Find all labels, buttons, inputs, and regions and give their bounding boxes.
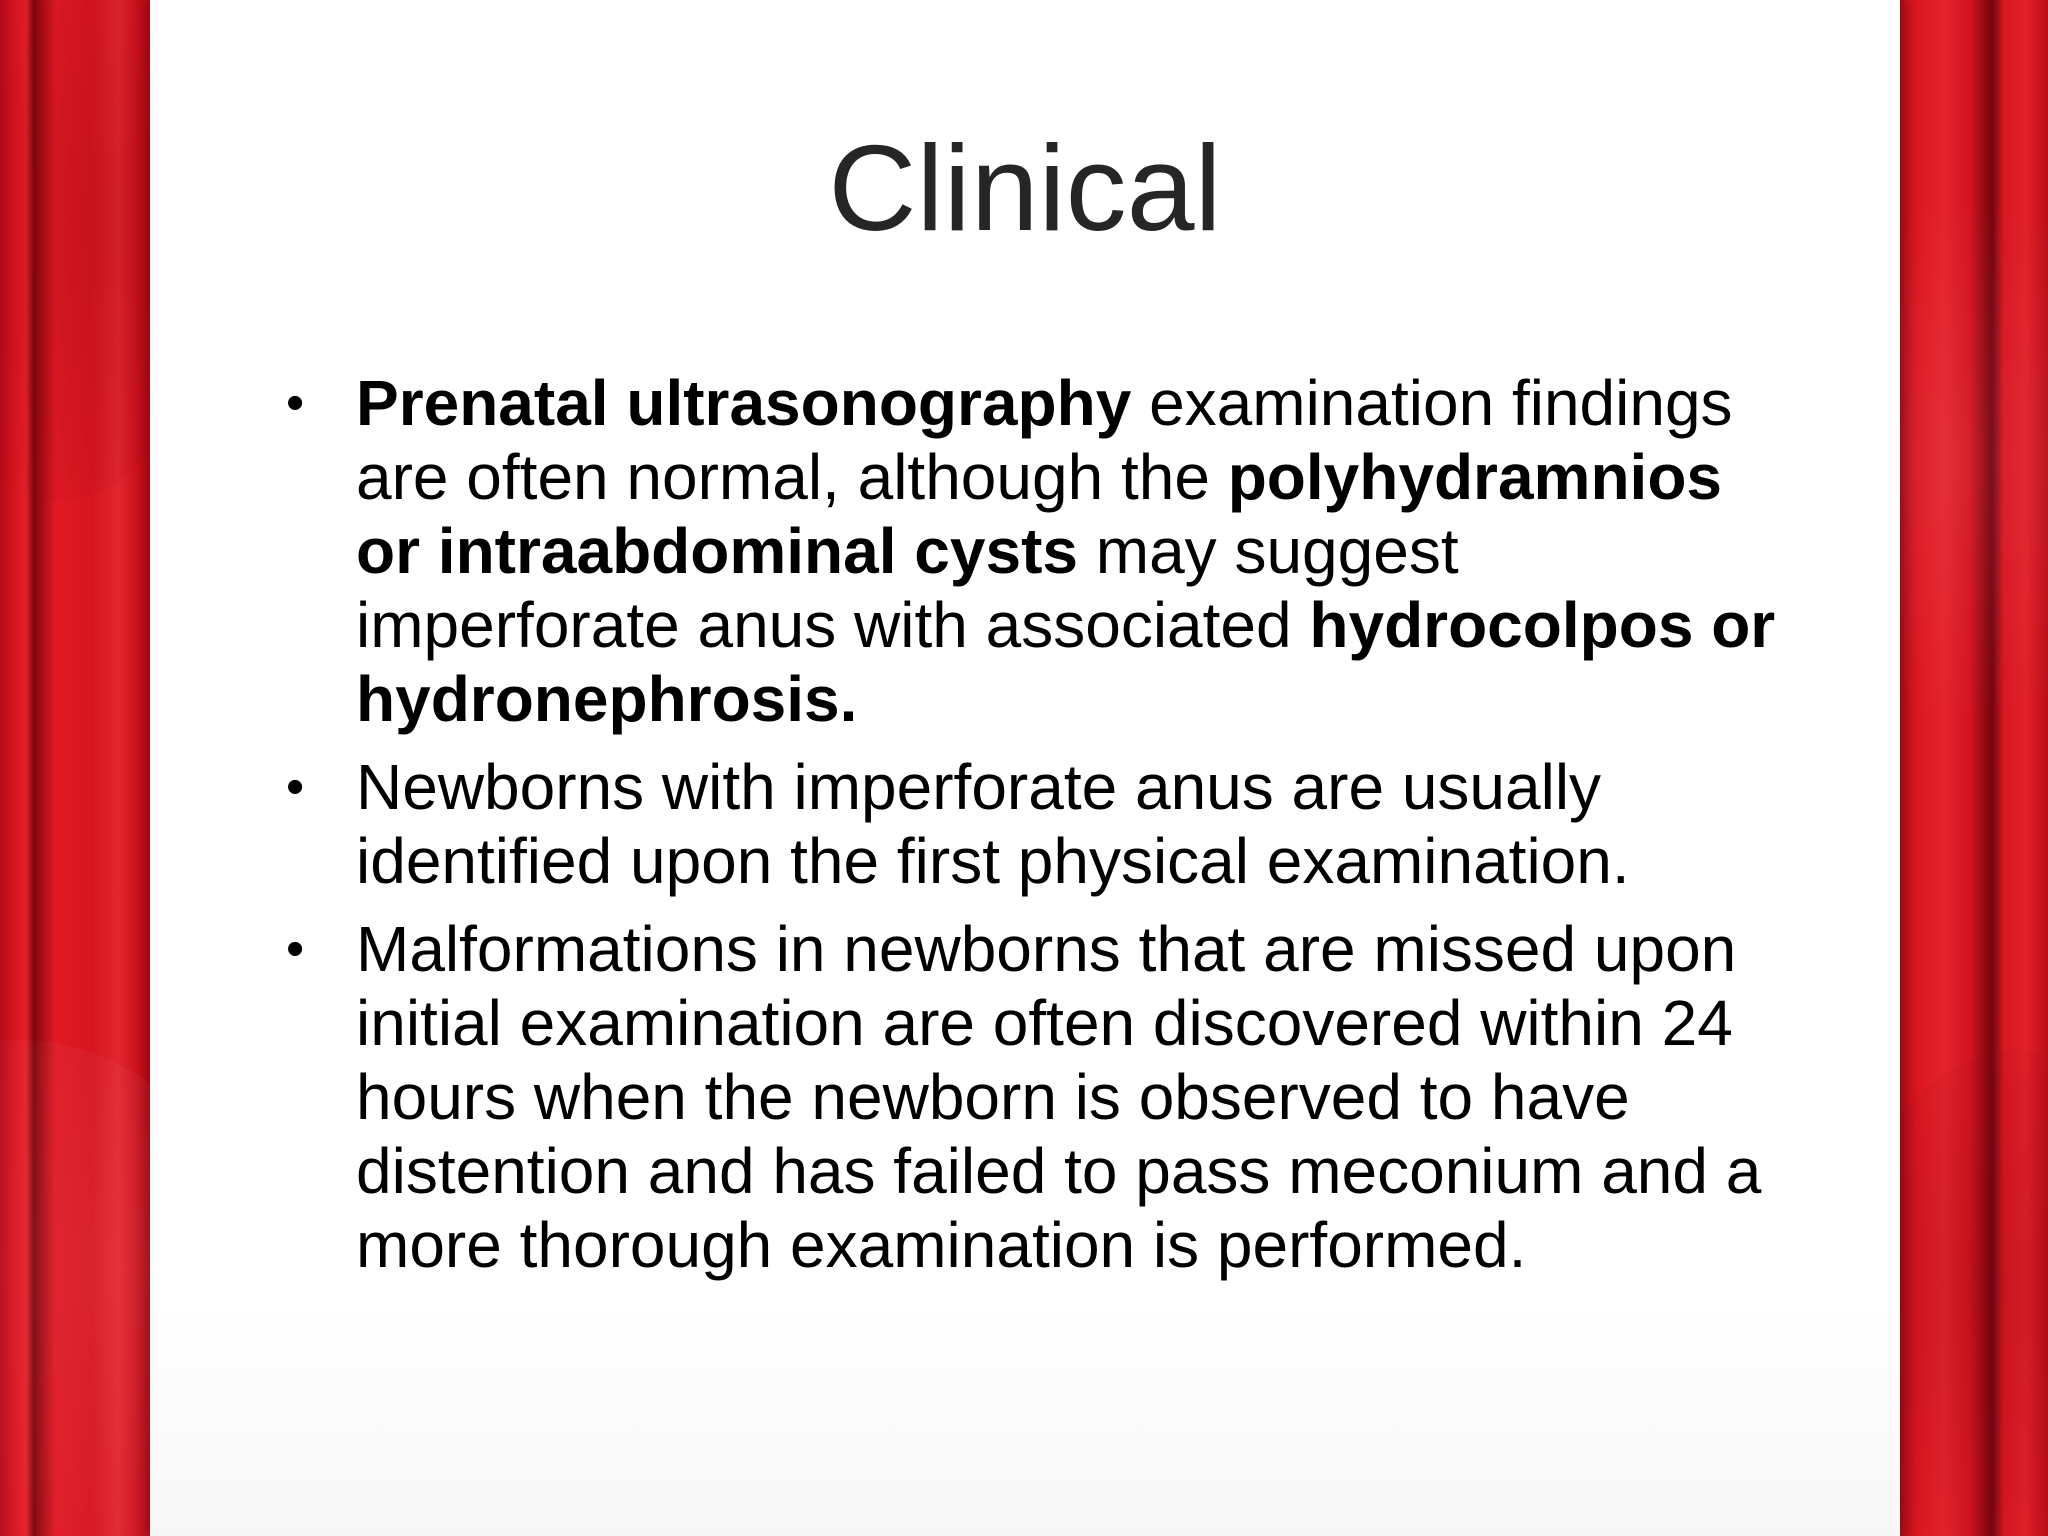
bullet-list (286, 366, 1786, 1296)
bullet-text (356, 366, 1786, 736)
bullet-text (356, 750, 1786, 898)
bullet-item (286, 912, 1786, 1282)
body-text: Malformations in newborns that are missed upon initial examination are often discovered within 24 hours when the newborn is observed to have distention and has failed to pass meconium and a more thorough examination is performed. (356, 913, 1762, 1281)
bullet-item (286, 750, 1786, 898)
bold-term: Prenatal ultrasonography (356, 367, 1132, 439)
body-text: Newborns with imperforate anus are usually identified upon the first physical examination. (356, 751, 1630, 897)
right-border-shadow (1900, 1050, 2048, 1536)
left-border-highlight (0, 1040, 150, 1536)
content-panel (150, 0, 1900, 1536)
bullet-marker: • (286, 374, 305, 432)
body-text: may suggest imperforate anus with associated (356, 515, 1459, 661)
body-text: examination findings are often normal, although the (356, 367, 1733, 513)
bold-term: hydrocolpos or hydronephrosis. (356, 589, 1776, 735)
right-border-highlight (1900, 150, 2048, 770)
left-border-shadow (0, 0, 150, 500)
right-red-border (1900, 0, 2048, 1536)
bullet-marker: • (286, 758, 305, 816)
bold-term: polyhydramnios or intraabdominal cysts (356, 441, 1722, 587)
bullet-item (286, 366, 1786, 736)
bullet-marker: • (286, 920, 305, 978)
bullet-text (356, 912, 1786, 1282)
slide-title: Clinical (828, 120, 1222, 256)
left-red-border (0, 0, 150, 1536)
